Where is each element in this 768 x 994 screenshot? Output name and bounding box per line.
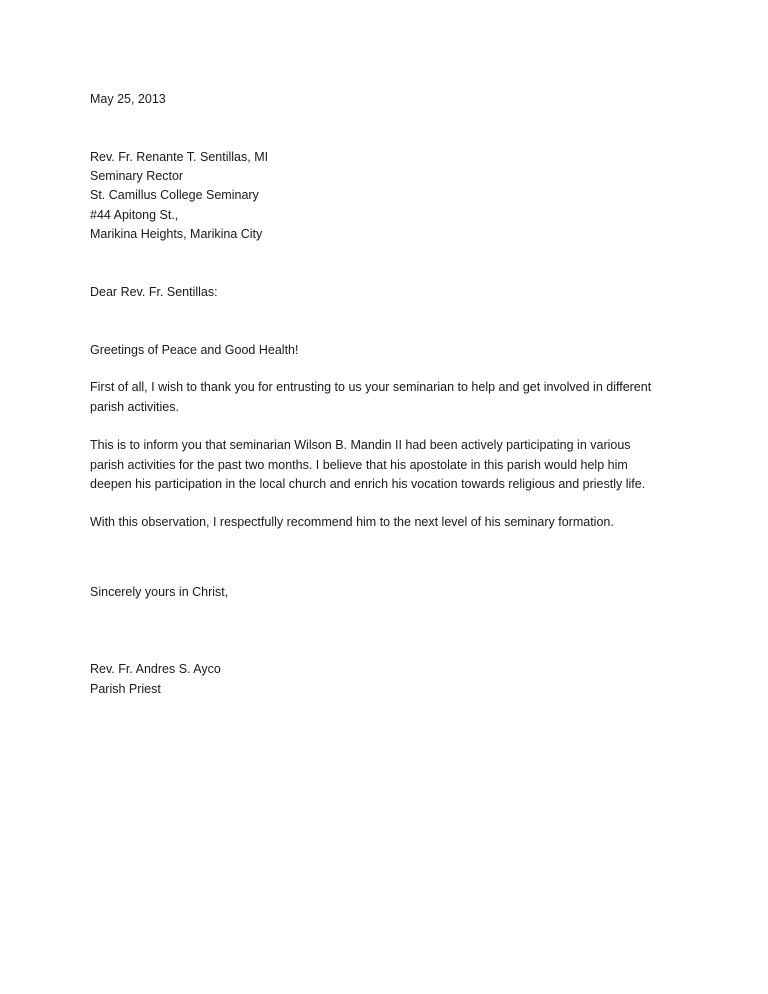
body-paragraph-1 [90,378,700,417]
signatory-name: Rev. Fr. Andres S. Ayco [90,662,221,676]
recipient-name: Rev. Fr. Renante T. Sentillas, MI [90,150,269,164]
salutation: Dear Rev. Fr. Sentillas: [90,285,218,299]
letter-date: May 25, 2013 [90,92,166,106]
signatory-title: Parish Priest [90,682,161,696]
body-paragraph-2-line: This is to inform you that seminarian Wilson B. Mandin II had been actively participating in various [90,438,631,452]
body-paragraph-2 [90,436,700,495]
recipient-street: #44 Apitong St., [90,208,179,222]
recipient-institution: St. Camillus College Seminary [90,188,259,202]
greeting: Greetings of Peace and Good Health! [90,343,299,357]
body-paragraph-2-line: deepen his participation in the local church and enrich his vocation towards religious and priestly life. [90,477,646,491]
recipient-city: Marikina Heights, Marikina City [90,227,263,241]
body-paragraph-3-line: With this observation, I respectfully recommend him to the next level of his seminary formation. [90,515,614,529]
recipient-title: Seminary Rector [90,169,184,183]
body-paragraph-3 [90,513,700,533]
body-paragraph-1-line: parish activities. [90,399,179,414]
body-paragraph-2-line: parish activities for the past two months. I believe that his apostolate in this parish would help him [90,457,628,472]
closing: Sincerely yours in Christ, [90,585,229,599]
body-paragraph-1-line: First of all, I wish to thank you for entrusting to us your seminarian to help and get involved in different [90,380,652,394]
